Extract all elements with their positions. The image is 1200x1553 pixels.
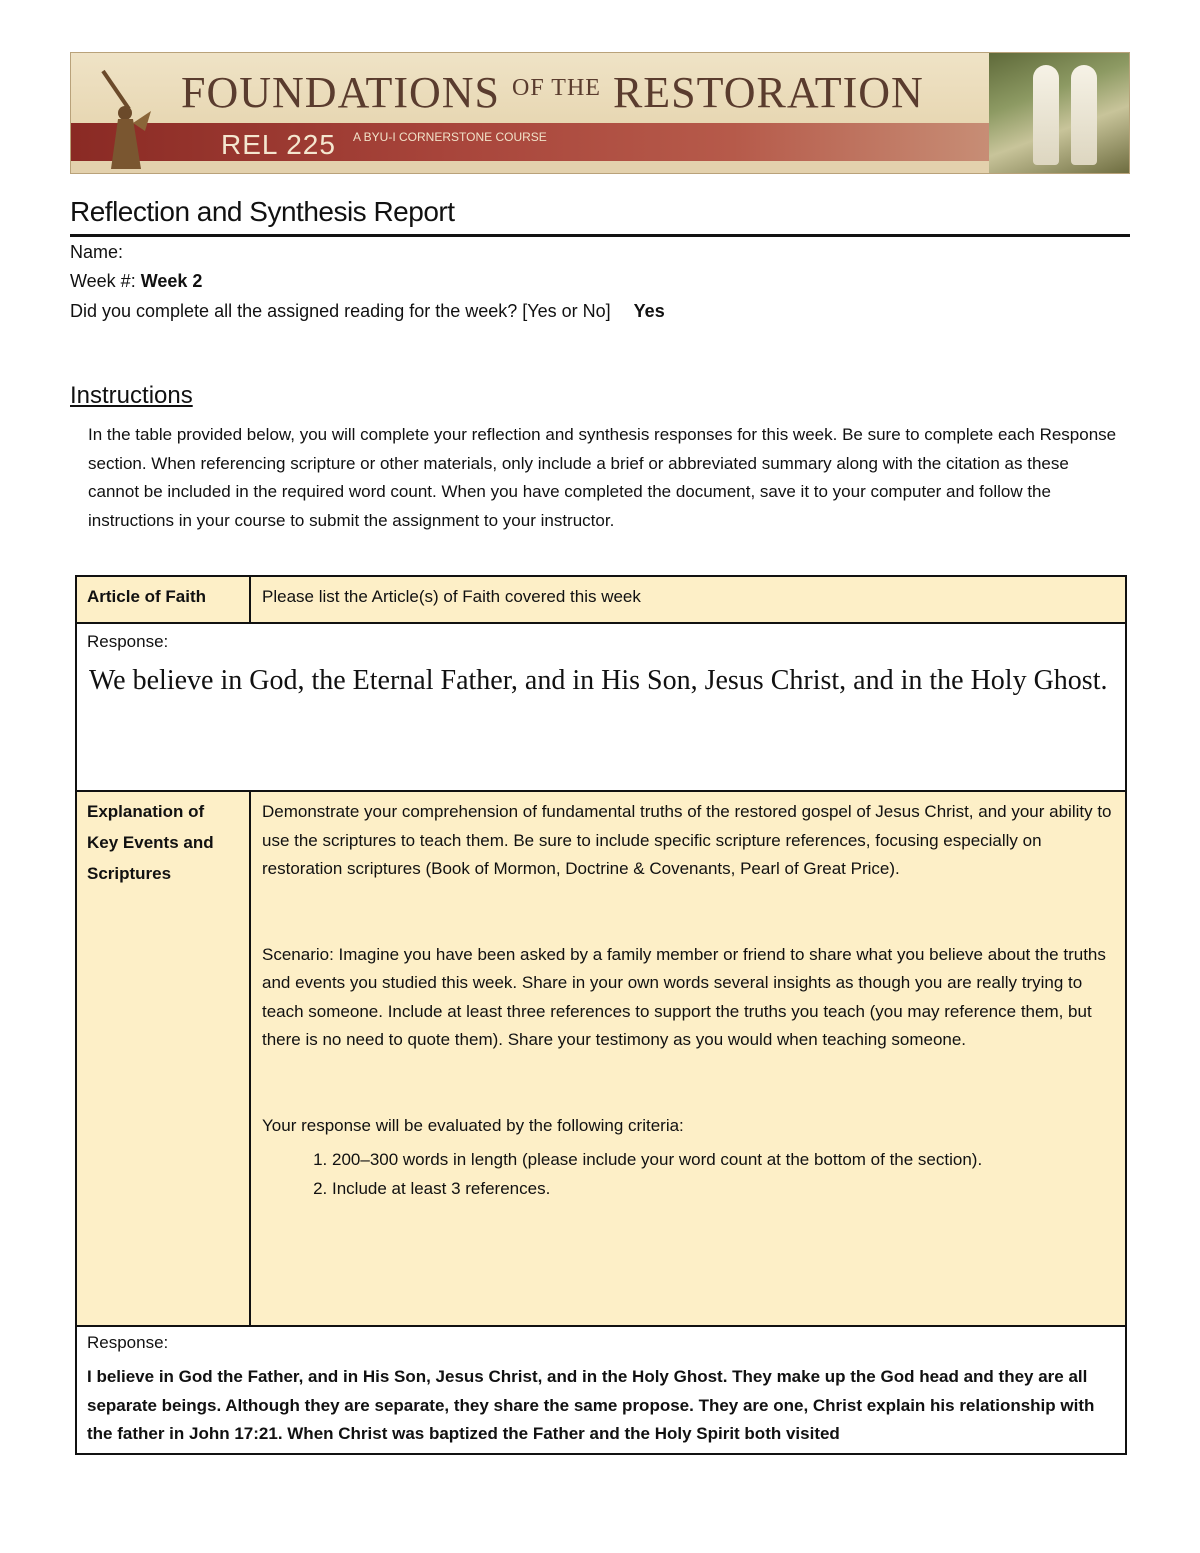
- criteria-item: 1. 200–300 words in length (please include your word count at the bottom of the section).: [332, 1146, 1114, 1175]
- document-title: Reflection and Synthesis Report: [70, 196, 455, 227]
- explanation-response-label: Response:: [87, 1333, 169, 1352]
- article-response-cell[interactable]: [76, 623, 1126, 791]
- banner-course-code: REL 225: [221, 129, 336, 160]
- figure-icon: [1071, 65, 1097, 165]
- banner-light-band: [71, 161, 1017, 174]
- explanation-criteria-intro: Your response will be evaluated by the following criteria:: [262, 1115, 684, 1135]
- name-line: [70, 242, 123, 263]
- reading-answer[interactable]: Yes: [633, 301, 665, 321]
- explanation-response-cell[interactable]: [76, 1326, 1126, 1454]
- banner-course-subtitle: A BYU-I CORNERSTONE COURSE: [353, 130, 547, 144]
- explanation-scenario: Scenario: Imagine you have been asked by a family member or friend to share what you believe about the truths and events you studied this week. Share in your own words several insights as though you are really trying to teach someone. Include at least three references to support the truths you teach (you may reference them, but there is no need to quote them). Share your testimony as you would when teaching someone.: [262, 944, 1106, 1049]
- banner-title: FOUNDATIONS $^{OF THE}$ RESTORATION: [181, 68, 924, 117]
- article-prompt: Please list the Article(s) of Faith covered this week: [250, 576, 1126, 623]
- explanation-response-text[interactable]: I believe in God the Father, and in His Son, Jesus Christ, and in the Holy Ghost. They make up the God head and they are all separate beings. Although they are separate, they share the same propose. They are one, Christ explain his relationship with the father in John 17:21. When Christ was baptized the Father and the Holy Spirit both visited: [87, 1367, 1095, 1443]
- article-label: Article of Faith: [76, 576, 250, 623]
- week-label: Week #:: [70, 271, 136, 291]
- criteria-list: [262, 1146, 1114, 1203]
- instructions-heading: Instructions: [70, 382, 193, 409]
- name-label: Name:: [70, 242, 124, 262]
- criteria-item: 2. Include at least 3 references.: [332, 1175, 1114, 1204]
- article-response-label: Response:: [87, 632, 169, 651]
- report-table: [75, 575, 1127, 1455]
- angel-moroni-icon: [85, 61, 155, 173]
- explanation-para1: Demonstrate your comprehension of fundamental truths of the restored gospel of Jesus Christ, and your ability to use the scriptures to teach them. Be sure to include specific scripture references, focusing especially on restoration scriptures (Book of Mormon, Doctrine & Covenants, Pearl of Great Price).: [262, 802, 1112, 878]
- banner-illustration: [989, 53, 1129, 174]
- title-rule: [70, 234, 1130, 237]
- explanation-prompt: [250, 791, 1126, 1326]
- instructions-text: In the table provided below, you will complete your reflection and synthesis responses for this week. Be sure to complete each Response section. When referencing scripture or other materials, only include a brief or abbreviated summary along with the citation as these cannot be included in the required word count. When you have completed the document, save it to your computer and follow the instructions in your course to submit the assignment to your instructor.: [88, 425, 1117, 530]
- reading-line: [70, 301, 665, 322]
- week-value[interactable]: Week 2: [140, 271, 203, 291]
- course-banner: [70, 52, 1130, 174]
- article-response-text[interactable]: We believe in God, the Eternal Father, and in His Son, Jesus Christ, and in the Holy Ghost.: [89, 665, 1108, 696]
- week-line: [70, 271, 202, 292]
- figure-icon: [1033, 65, 1059, 165]
- explanation-label: Explanation of Key Events and Scriptures: [76, 791, 250, 1326]
- reading-question: Did you complete all the assigned reading for the week? [Yes or No]: [70, 301, 611, 321]
